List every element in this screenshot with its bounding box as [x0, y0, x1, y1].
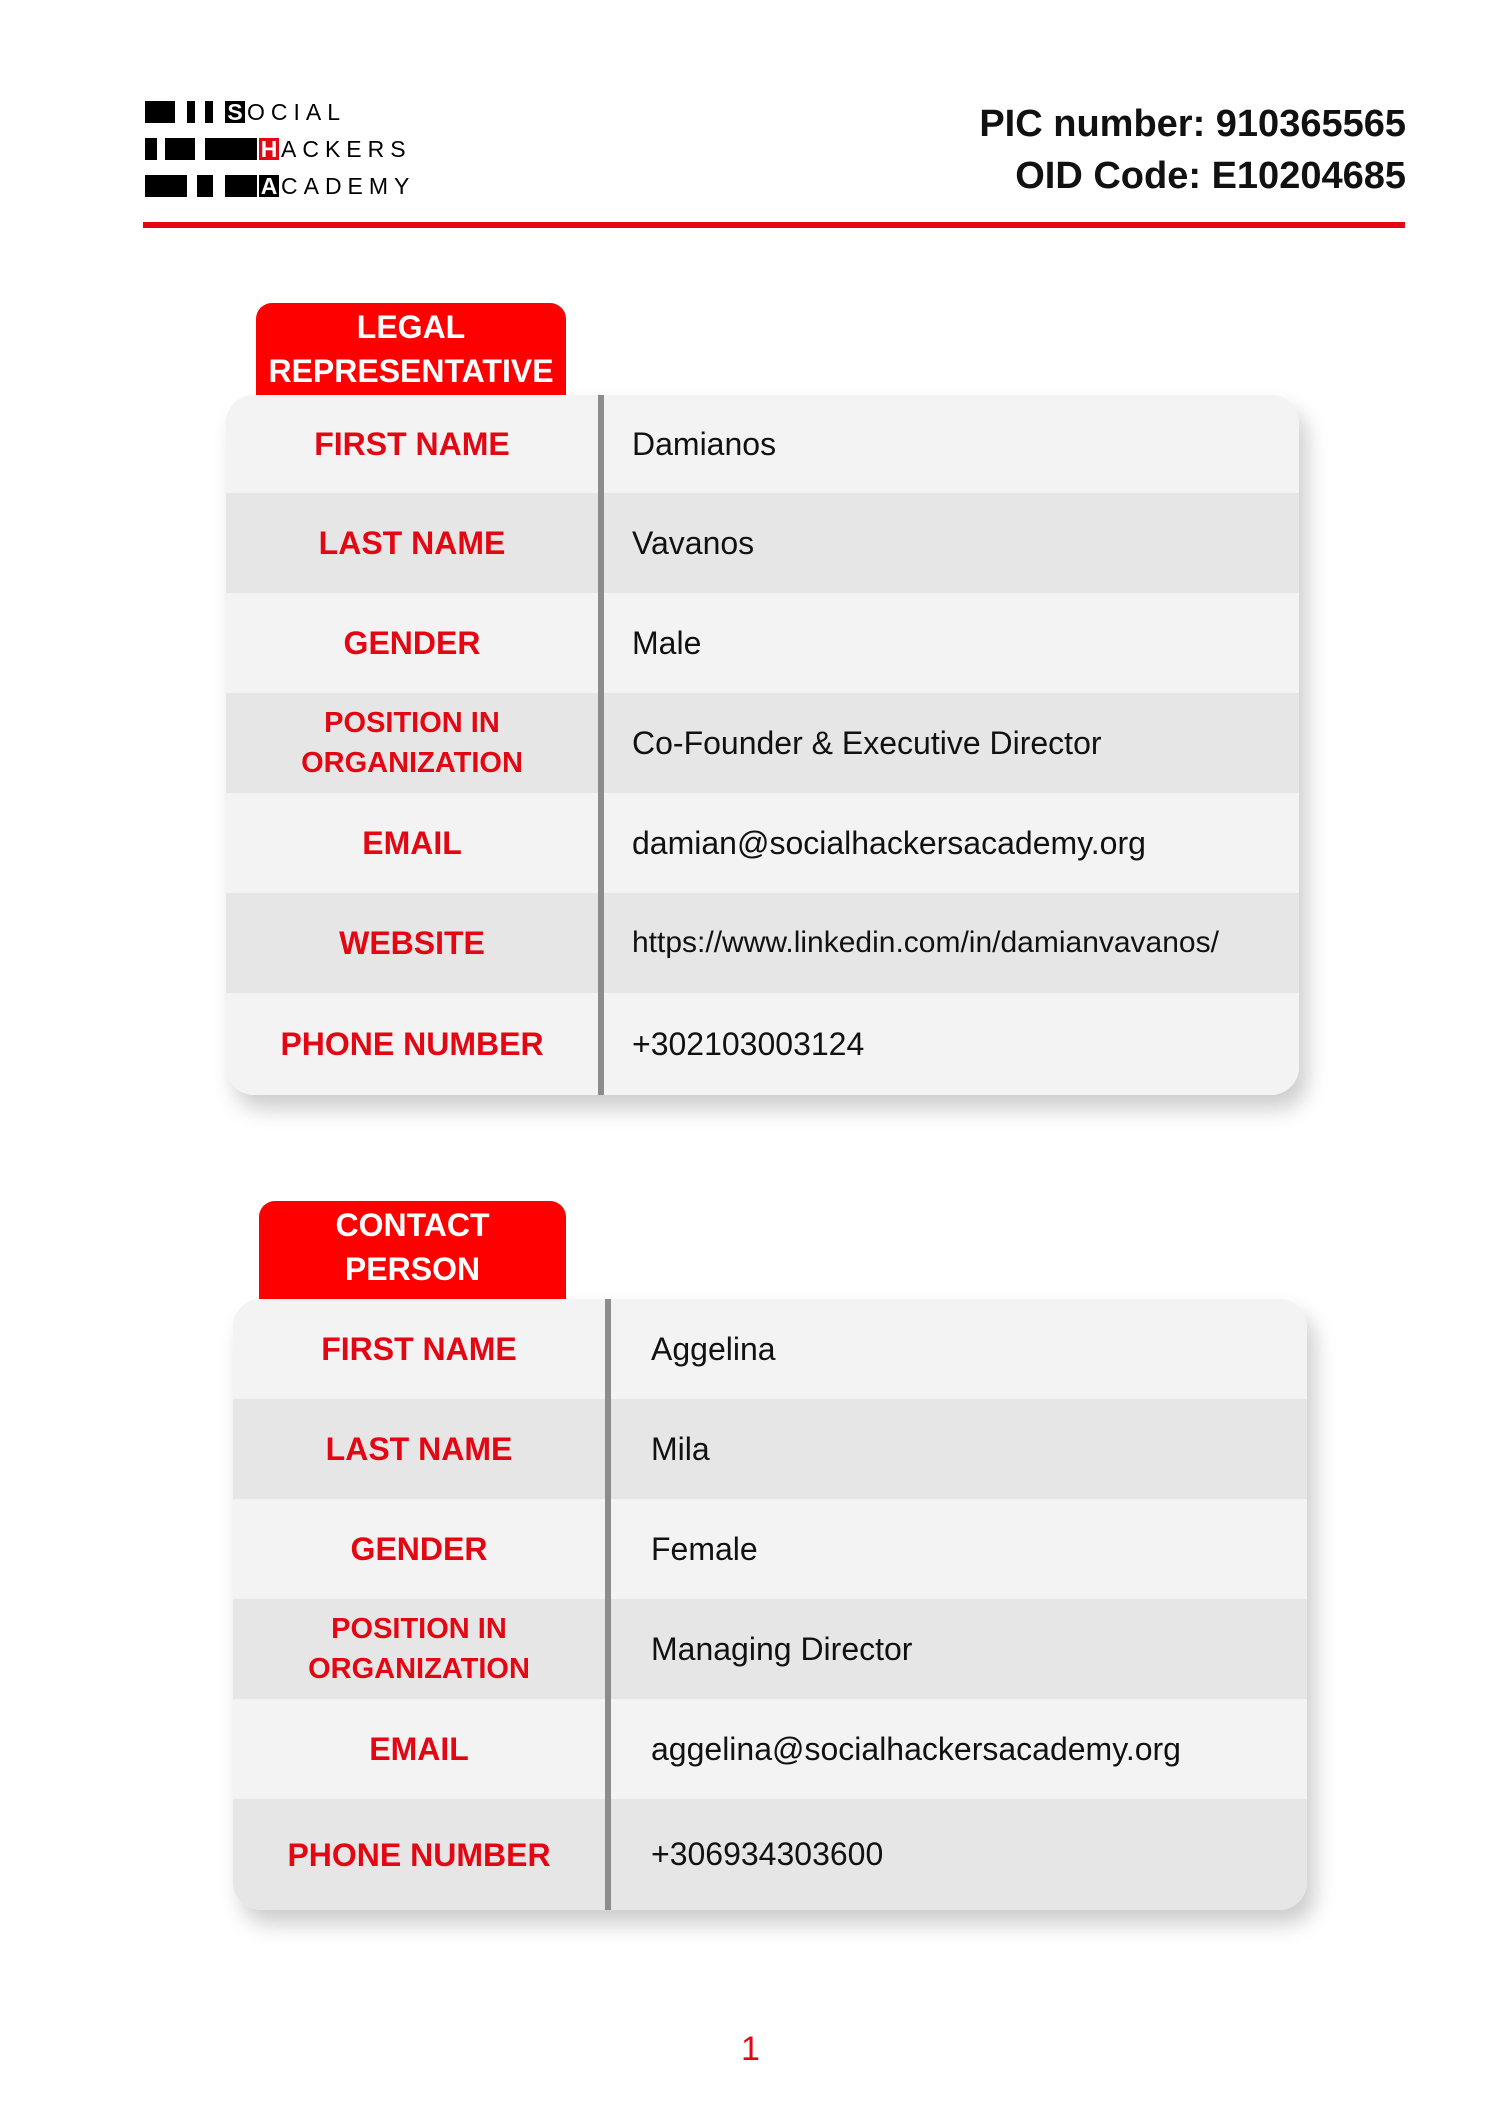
contact-field-value: +306934303600 — [651, 1836, 884, 1872]
contact-row — [233, 1699, 1307, 1799]
pic-number: PIC number: 910365565 — [979, 103, 1406, 145]
legal-row — [226, 395, 1299, 493]
legal-row — [226, 593, 1299, 693]
legal-field-value: Co-Founder & Executive Director — [632, 724, 1102, 761]
contact-row — [233, 1299, 1307, 1399]
organization-logo — [145, 101, 425, 197]
contact-row — [233, 1799, 1307, 1910]
legal-field-value: Male — [632, 624, 702, 661]
contact-person-tab — [259, 1201, 566, 1301]
contact-field-label — [233, 1429, 605, 1469]
legal-field-value: Vavanos — [632, 524, 755, 561]
field-label-line: POSITION IN — [324, 707, 500, 739]
contact-field-value: Aggelina — [651, 1330, 776, 1367]
contact-field-label — [233, 1835, 605, 1875]
logo-word-academy: CADEMY — [281, 173, 416, 199]
logo-capital-h: H — [260, 136, 278, 162]
field-label-line: LAST NAME — [318, 525, 506, 561]
field-label-line: GENDER — [343, 625, 481, 661]
legal-tab-line-2: REPRESENTATIVE — [268, 353, 554, 389]
legal-field-value: Damianos — [632, 425, 777, 462]
field-label-line: ORGANIZATION — [308, 1653, 530, 1685]
legal-column-divider — [598, 395, 604, 1095]
legal-field-label — [226, 523, 598, 563]
contact-field-label — [233, 1329, 605, 1369]
legal-field-label — [226, 424, 598, 464]
legal-representative-table — [226, 395, 1299, 1095]
field-label-line: WEBSITE — [339, 925, 485, 961]
legal-field-value: https://www.linkedin.com/in/damianvavanos/ — [632, 926, 1219, 959]
legal-row — [226, 693, 1299, 793]
contact-field-label — [233, 1529, 605, 1569]
logo-capital-s: S — [225, 101, 245, 123]
organization-identifiers — [979, 98, 1406, 202]
contact-row — [233, 1499, 1307, 1599]
logo-capital-a: A — [260, 173, 278, 199]
legal-tab-line-1: LEGAL — [356, 309, 466, 345]
contact-row — [233, 1599, 1307, 1699]
contact-row — [233, 1399, 1307, 1499]
contact-field-value: Managing Director — [651, 1630, 913, 1667]
legal-row — [226, 793, 1299, 893]
legal-field-label — [226, 623, 598, 663]
legal-field-label — [226, 1024, 598, 1064]
oid-code: OID Code: E10204685 — [1015, 155, 1406, 197]
legal-row — [226, 993, 1299, 1095]
logo-line-social — [225, 101, 346, 123]
legal-field-label — [226, 703, 598, 783]
contact-field-value: aggelina@socialhackersacademy.org — [651, 1730, 1181, 1767]
header-divider — [143, 222, 1405, 228]
field-label-line: EMAIL — [369, 1731, 469, 1767]
legal-representative-tab — [256, 303, 566, 397]
contact-person-table — [233, 1299, 1307, 1910]
contact-field-label — [233, 1729, 605, 1769]
field-label-line: PHONE NUMBER — [280, 1026, 544, 1062]
contact-column-divider — [605, 1299, 611, 1910]
field-label-line: LAST NAME — [325, 1431, 513, 1467]
contact-tab-line-1: CONTACT — [335, 1207, 490, 1243]
field-label-line: PHONE NUMBER — [287, 1836, 551, 1873]
field-label-line: POSITION IN — [331, 1613, 507, 1645]
field-label-line: FIRST NAME — [314, 426, 510, 462]
legal-field-value: damian@socialhackersacademy.org — [632, 824, 1146, 861]
logo-line-hackers — [259, 138, 412, 160]
legal-field-label — [226, 923, 598, 963]
legal-row — [226, 893, 1299, 993]
logo-line-academy — [259, 175, 415, 197]
contact-field-value: Female — [651, 1530, 758, 1567]
contact-field-value: Mila — [651, 1430, 710, 1467]
contact-tab-line-2: PERSON — [344, 1251, 481, 1287]
legal-row — [226, 493, 1299, 593]
contact-field-label — [233, 1609, 605, 1689]
logo-word-hackers: ACKERS — [281, 136, 412, 162]
field-label-line: ORGANIZATION — [301, 747, 523, 779]
field-label-line: EMAIL — [362, 825, 462, 861]
page-number: 1 — [741, 2030, 760, 2068]
legal-field-label — [226, 823, 598, 863]
field-label-line: GENDER — [350, 1531, 488, 1567]
logo-word-social: OCIAL — [247, 99, 347, 125]
field-label-line: FIRST NAME — [321, 1331, 517, 1367]
legal-field-value: +302103003124 — [632, 1025, 865, 1062]
